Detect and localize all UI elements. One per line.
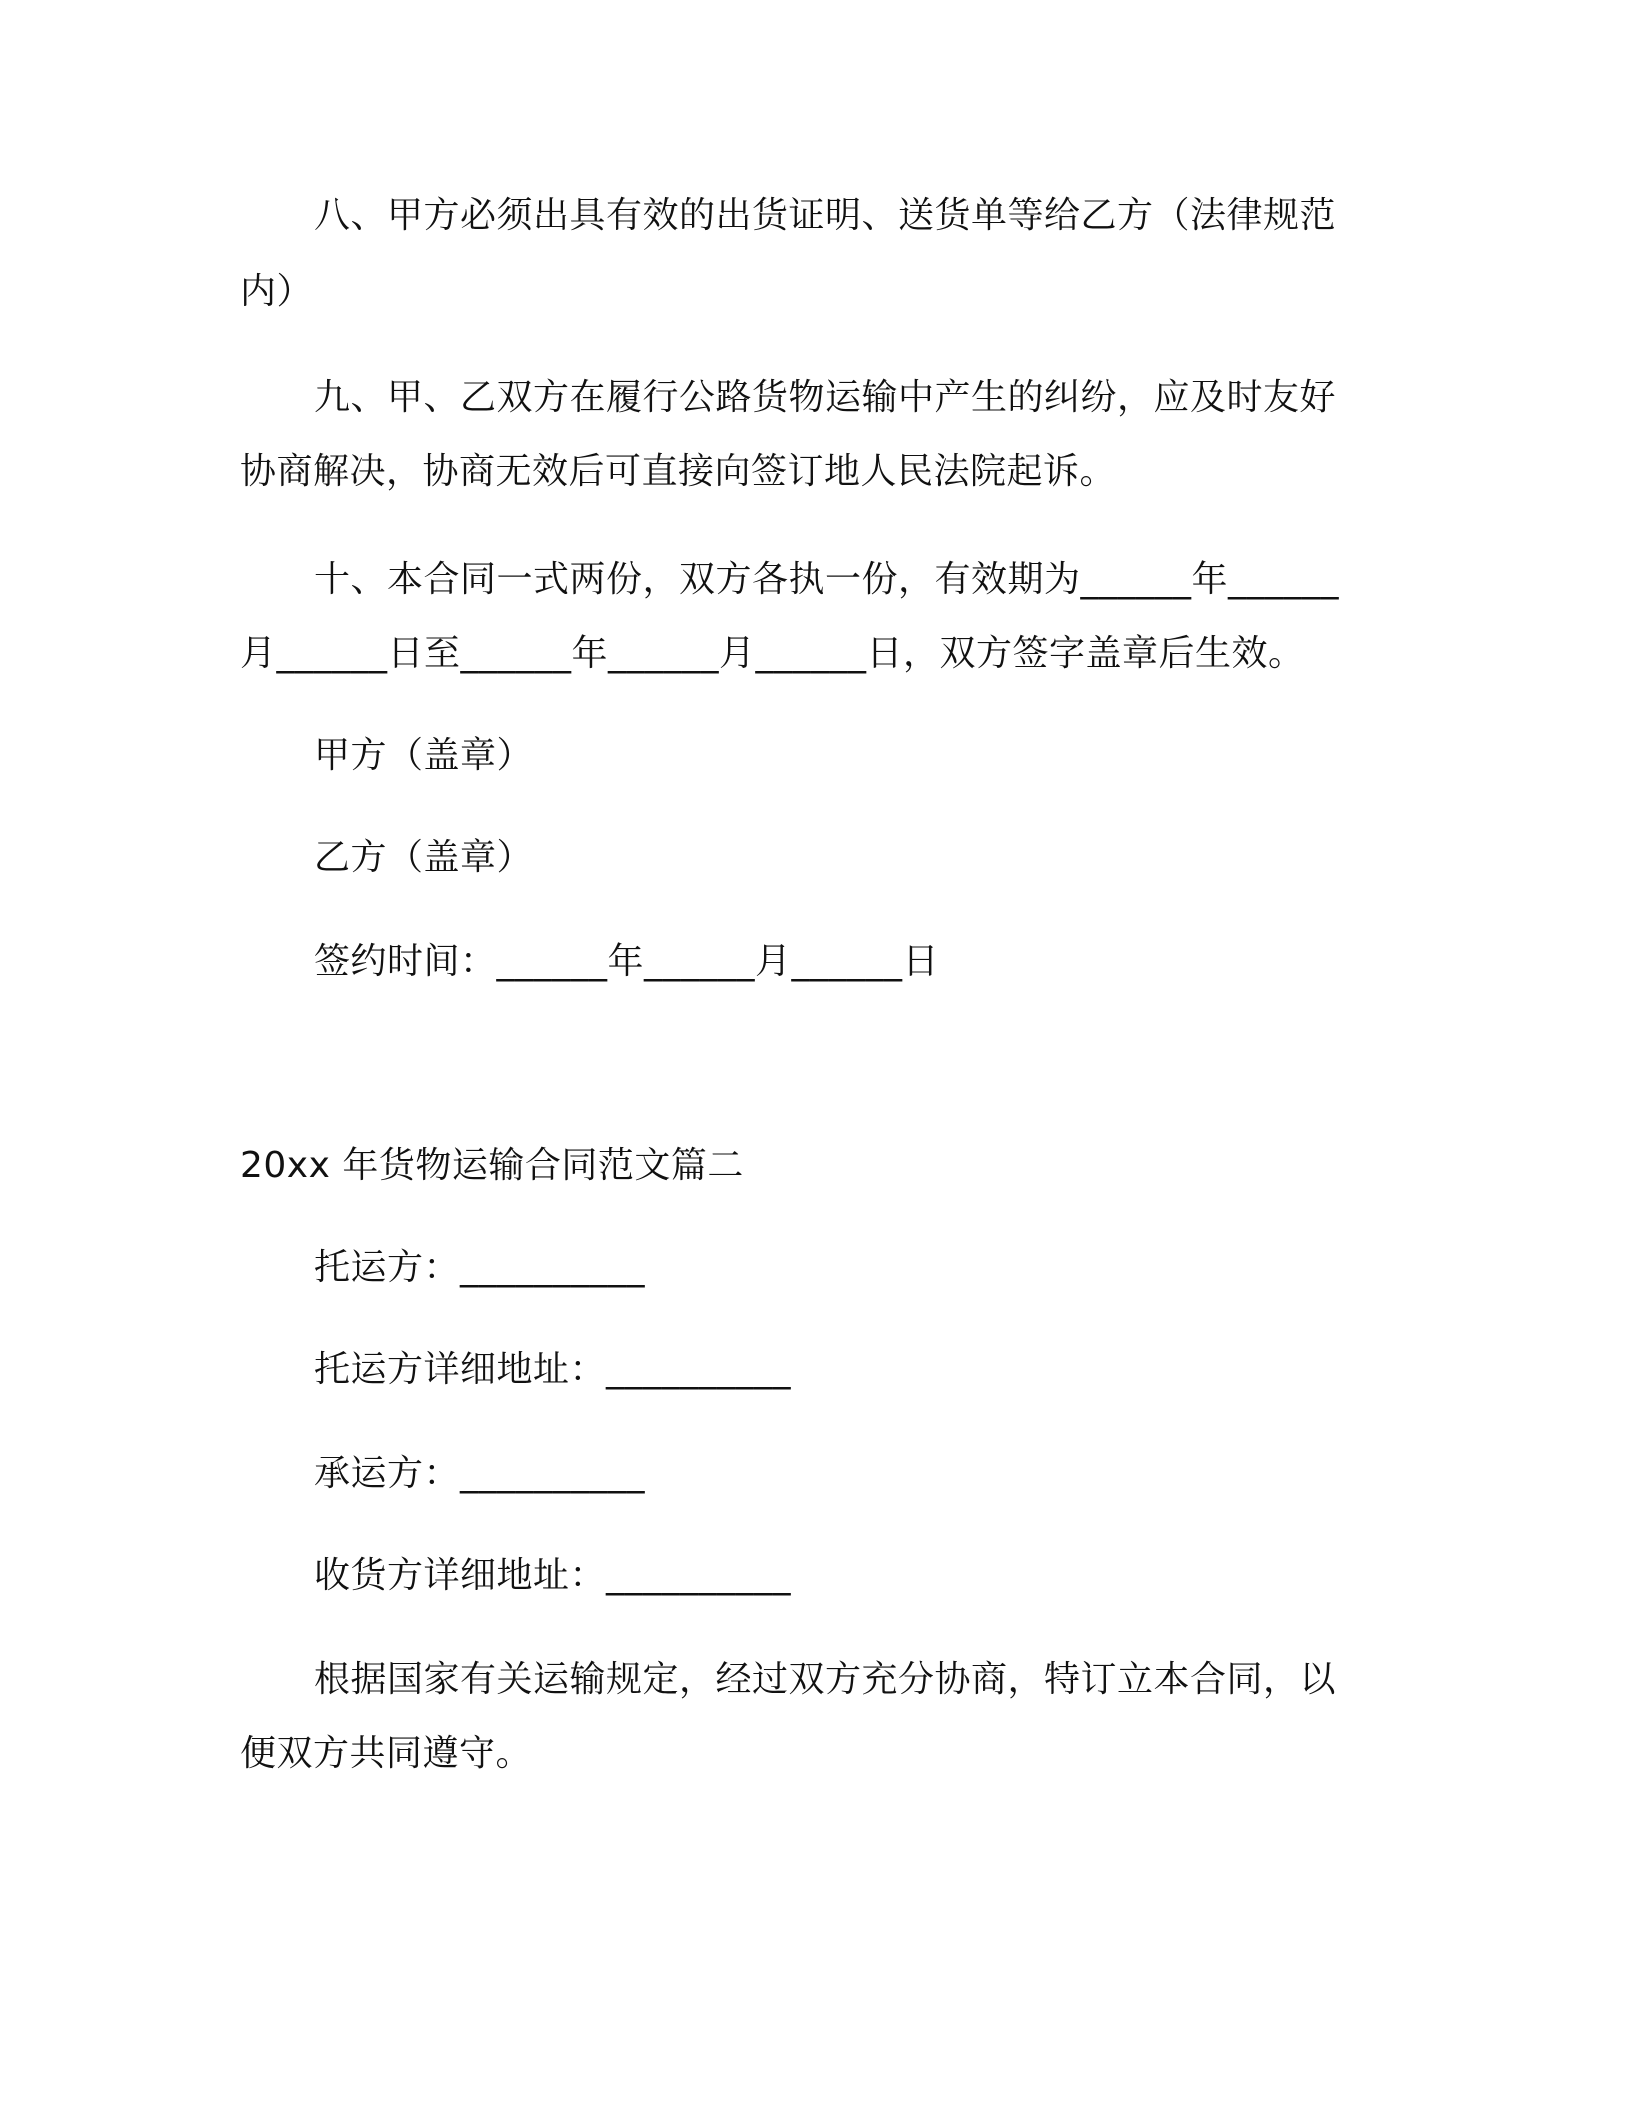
signing-date: 签约时间：______年______月______日 (314, 941, 940, 982)
party-b-seal: 乙方（盖章） (314, 837, 534, 878)
clause-9-line-1: 九、甲、乙双方在履行公路货物运输中产生的纠纷，应及时友好 (314, 377, 1337, 418)
intro-line-1: 根据国家有关运输规定，经过双方充分协商，特订立本合同，以 (314, 1659, 1337, 1700)
clause-9-line-2: 协商解决，协商无效后可直接向签订地人民法院起诉。 (240, 451, 1117, 492)
clause-8-line-2: 内） (240, 271, 314, 312)
clause-8-line-1: 八、甲方必须出具有效的出货证明、送货单等给乙方（法律规范 (314, 195, 1337, 236)
shipper-address-field: 托运方详细地址：__________ (314, 1349, 792, 1390)
section-title: 20xx 年货物运输合同范文篇二 (240, 1145, 744, 1186)
intro-line-2: 便双方共同遵守。 (240, 1733, 533, 1774)
party-a-seal: 甲方（盖章） (314, 735, 534, 776)
clause-10-line-1: 十、本合同一式两份，双方各执一份，有效期为______年______ (314, 559, 1340, 600)
clause-10-line-2: 月______日至______年______月______日，双方签字盖章后生效。 (240, 633, 1305, 674)
consignee-address-field: 收货方详细地址：__________ (314, 1555, 792, 1596)
shipper-field: 托运方：__________ (314, 1247, 646, 1288)
carrier-field: 承运方：__________ (314, 1453, 646, 1494)
